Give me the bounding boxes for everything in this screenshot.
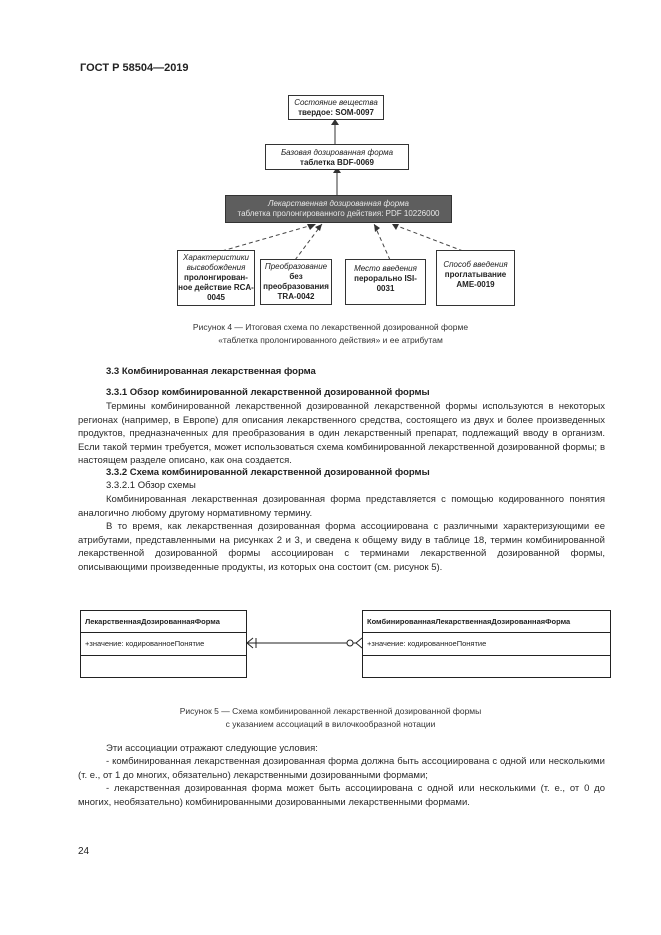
- base-form-label: Базовая дозированная форма: [280, 148, 394, 157]
- figure4-caption-line1: Рисунок 4 — Итоговая схема по лекарственной дозированной форме: [192, 322, 469, 332]
- figure4-caption-line2: «таблетка пролонгированного действия» и ее атрибутам: [218, 335, 443, 345]
- uml-class-title: ЛекарственнаяДозированнаяФорма: [81, 611, 246, 633]
- attr-value: проглатывание AME-0019: [444, 270, 507, 289]
- conditions-item-2: - лекарственная дозированная форма может быть ассоциирована с одной или несколькими (т. е., от 0 до многих, необязательно) комбинированными дозированными лекарственными формами.: [78, 783, 605, 808]
- state-label: Состояние вещества: [294, 98, 378, 107]
- attr-box-transformation: [260, 259, 332, 305]
- attr-label: Характеристики высвобождения: [183, 253, 249, 272]
- attr-value: пролонгирован-ное действие RCA-0045: [178, 273, 254, 302]
- conditions-item-1: - комбинированная лекарственная дозированная форма должна быть ассоциирована с одной или несколькими (т. е., от 1 до многих, обязательно) лекарственными дозированными формами;: [78, 756, 605, 781]
- conditions-intro: Эти ассоциации отражают следующие условия:: [106, 743, 318, 754]
- attr-value: без преобразования TRA-0042: [263, 272, 329, 301]
- figure5-caption-line2: с указанием ассоциаций в вилочкообразной нотации: [225, 719, 436, 729]
- heading-3-3-2-1: 3.3.2.1 Обзор схемы: [106, 480, 196, 491]
- pdf-label: Лекарственная дозированная форма: [267, 199, 410, 208]
- uml-class-methods: [81, 656, 246, 679]
- attr-label: Преобразование: [264, 262, 328, 271]
- uml-class-methods: [363, 656, 610, 679]
- heading-3-3: 3.3 Комбинированная лекарственная форма: [106, 366, 316, 377]
- paragraph-3-3-2-1-b: В то время, как лекарственная дозированная форма ассоциирована с различными характеризующими ее атрибутами, представленными на рисунках 2 и 3, и сведена к общему виду в таблице 18, термин комбинированной лекарственной дозированной формы ассоциирован с терминами лекарственной дозированной формы, описывающими произведенные продукты, из которых она состоит (см. рисунок 5).: [78, 521, 605, 573]
- state-value: твердое: SOM-0097: [298, 108, 374, 117]
- figure4-caption: [0, 321, 661, 347]
- state-box: [288, 95, 384, 120]
- uml-class-attribute: +значение: кодированноеПонятие: [363, 633, 610, 656]
- pdf-box: [225, 195, 452, 223]
- heading-3-3-1: 3.3.1 Обзор комбинированной лекарственной дозированной формы: [106, 387, 430, 398]
- attr-box-release: [177, 250, 255, 306]
- heading-3-3-2: 3.3.2 Схема комбинированной лекарственной дозированной формы: [106, 467, 430, 478]
- uml-class-title: КомбинированнаяЛекарственнаяДозированнаяФорма: [363, 611, 610, 633]
- attr-label: Способ введения: [443, 260, 508, 269]
- uml-class-dosage-form: [80, 610, 247, 678]
- attr-box-route: [436, 250, 515, 306]
- uml-class-attribute: +значение: кодированноеПонятие: [81, 633, 246, 656]
- base-form-box: [265, 144, 409, 170]
- paragraph-3-3-2-1-a: Комбинированная лекарственная дозированная форма представляется с помощью кодированного понятия аналогично любому другому нормативному термину.: [78, 494, 605, 519]
- attr-value: перорально ISI-0031: [354, 274, 417, 293]
- figure5-caption: [0, 705, 661, 731]
- standard-header: ГОСТ Р 58504—2019: [80, 62, 189, 74]
- base-form-value: таблетка BDF-0069: [300, 158, 374, 167]
- page-number: 24: [78, 846, 90, 857]
- figure5-caption-line1: Рисунок 5 — Схема комбинированной лекарственной дозированной формы: [179, 706, 482, 716]
- attr-box-site: [345, 259, 426, 305]
- attr-label: Место введения: [354, 264, 417, 273]
- uml-class-combined-dosage-form: [362, 610, 611, 678]
- paragraph-3-3-1: Термины комбинированной лекарственной дозированной лекарственной формы используются в некоторых регионах (например, в Европе) для описания лекарственного средства, состоящего из двух и более произведенных продуктов, предназначенных для преобразования в один лекарственный препарат, подлежащий вводу в организм. Если такой термин требуется, может использоваться схема комбинированной лекарственной дозированной формы; в настоящем разделе описано, как она создается.: [78, 401, 605, 466]
- pdf-value: таблетка пролонгированного действия: PDF 10226000: [237, 209, 440, 218]
